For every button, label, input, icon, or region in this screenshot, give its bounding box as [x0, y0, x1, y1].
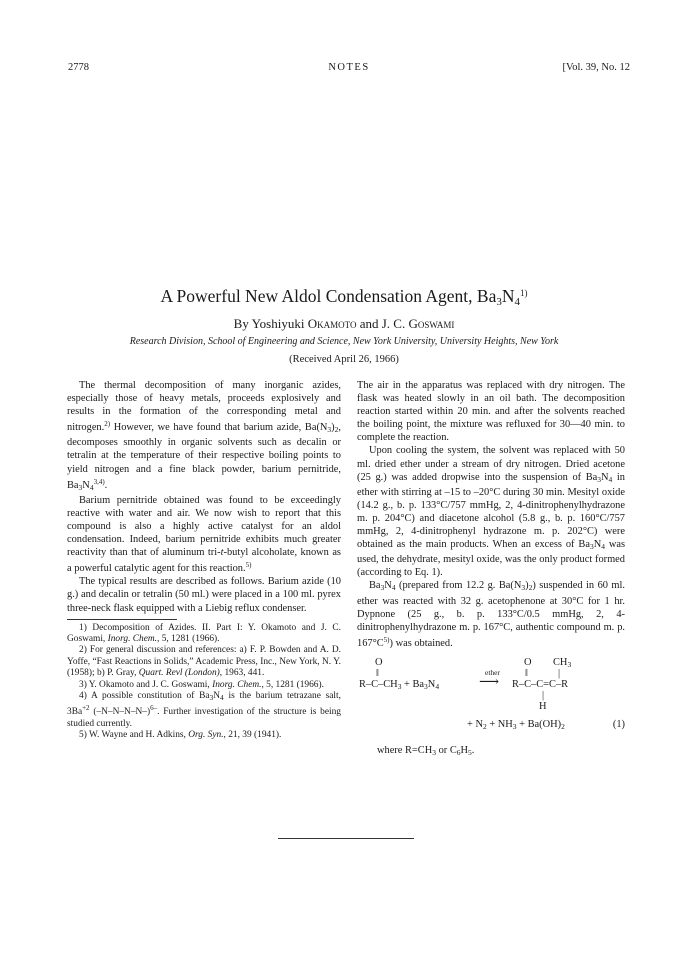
- footnote-rule: [67, 619, 177, 620]
- carbonyl-o-left: O: [375, 656, 383, 668]
- paragraph: The thermal decomposition of many inorganic azides, especially those of heavy metals, proceeds explosively and results in the formation of the corresponding metal and nitrogen.$^{2)}$ However, we have found that barium azide, $Ba(N_3)_2$, decomposes smoothly in organic solvents such as decalin or tetralin at the temperature of their respective boiling points to yield nitrogen and a fine black powder, barium pernitride, $Ba_3N_4^{3,4)}$.: [67, 380, 341, 492]
- volume-info: [Vol. 39, No. 12: [562, 62, 630, 73]
- hydrogen-label: H: [539, 700, 547, 712]
- section-name: NOTES: [328, 62, 370, 73]
- methyl-top: $CH_3$: [553, 656, 572, 669]
- author1-surname: Okamoto: [307, 316, 357, 331]
- paragraph: The typical results are described as follows. Barium azide (10 g.) and decalin or tetralin (50 ml.) were placed in a 100 ml. pyrex three-neck flask equipped with a Liebig reflux condenser.: [67, 576, 341, 614]
- single-bond-bottom: |: [542, 689, 545, 701]
- double-bond-left: ‖: [376, 667, 379, 679]
- received-date: (Received April 26, 1966): [289, 354, 399, 365]
- footnote: 2) For general discussion and references: a) F. P. Bowden and A. D. Yoffe, “Fast Reactions in Solids,” Academic Press, Inc., New York, N. Y. (1958); b) P. Gray, Quart. Revl (London), 1963, 441.: [67, 645, 341, 679]
- paragraph: Barium pernitride obtained was found to be exceedingly reactive with water and air. We now wish to report that this compound is also a highly active catalyst for an aldol condensation. Indeed, barium pernitride exhibits much greater reactivity than that of aluminum tri-t-butyl alcoholate, known as a powerful catalytic agent for this reaction.$^{5)}$: [67, 494, 341, 575]
- author-byline: By Yoshiyuki Okamoto and J. C. Goswami: [233, 316, 455, 331]
- footnote: 4) A possible constitution of $Ba_3N_4$ is the barium tetrazane salt, $3Ba^{+2}$ $(-N-N-N-N-)^{6-}$. Further investigation of the structure is being studied currently.: [67, 691, 341, 729]
- paragraph: Upon cooling the system, the solvent was replaced with 50 ml. dried ether under a stream of dry nitrogen. Dried acetone (25 g.) was added dropwise into the suspension of $Ba_3N_4$ in ether with stirring at –15 to –20°C during 30 min. Mesityl oxide (14.2 g., b. p. 133°C/757 mmHg, 2, 4-dinitrophenylhydrazone m. p. 204°C) and diacetone alcohol (5.8 g., b. p. 160°C/757 mmHg, 2, 4-dinitrophenyl hydrazone m. p. 202°C) were obtained as the main products. When an excess of $Ba_3N_4$ was used, the dehydrate, mesityl oxide, was the only product formed (according to Eq. 1).: [357, 445, 625, 579]
- left-column: [67, 379, 341, 742]
- article-title: A Powerful New Aldol Condensation Agent, $Ba_3N_4^{1)}$: [160, 286, 528, 308]
- page-number: 2778: [68, 62, 89, 73]
- ether-label: ether: [485, 667, 500, 677]
- reaction-scheme: [357, 656, 625, 744]
- equation-number: (1): [612, 718, 625, 730]
- running-header: [68, 62, 630, 78]
- footnotes: [67, 623, 341, 742]
- reaction-arrow: ⟶: [479, 674, 500, 690]
- footnote: 1) Decomposition of Azides. II. Part I: Y. Okamoto and J. C. Goswami, Inorg. Chem., 5, 1281 (1966).: [67, 622, 341, 644]
- where-clause: where $R=CH_3$ or $C_6H_5$.: [377, 744, 475, 757]
- right-column: [357, 379, 625, 759]
- double-bond-right: ‖: [525, 667, 528, 679]
- single-bond-top: |: [558, 667, 561, 679]
- paragraph: $Ba_3N_4$ (prepared from 12.2 g. $Ba(N_3)_2$) suspended in 60 ml. ether was reacted with 32 g. acetophenone at 30°C for 1 hr. Dypnone (25 g., b. p. 133°C/0.5 mmHg, 2, 4-dinitrophenylhydrazone m. p. 167°C, authentic compound m. p. $167^\circ C^{5)}$) was obtained.: [357, 580, 625, 649]
- carbonyl-o-right: O: [524, 656, 532, 668]
- author2-surname: Goswami: [408, 316, 455, 331]
- reactant: $R-C-CH_3 + Ba_3N_4$: [359, 678, 440, 691]
- product: R–C–C=C–R: [512, 678, 569, 690]
- byproducts: + $N_2 + NH_3 + Ba(OH)_2$: [467, 718, 565, 731]
- affiliation: Research Division, School of Engineering and Science, New York University, University Heights, New York: [129, 336, 559, 347]
- footnote: 3) Y. Okamoto and J. C. Goswami, Inorg. Chem., 5, 1281 (1966).: [79, 679, 324, 690]
- end-rule: [278, 838, 414, 839]
- paragraph: The air in the apparatus was replaced with dry nitrogen. The flask was heated slowly in an oil bath. The decomposition reaction started within 20 min. and after the solvents reached the boiling point, the mixture was refluxed for 30—40 min. to complete the reaction.: [357, 380, 625, 444]
- footnote: 5) W. Wayne and H. Adkins, Org. Syn., 21, 39 (1941).: [79, 730, 282, 741]
